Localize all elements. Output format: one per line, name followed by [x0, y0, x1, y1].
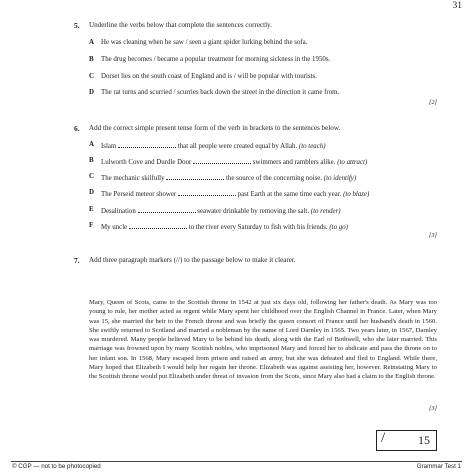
question-7-instruction: Add three paragraph markers (//) to the passage below to make it clearer.	[89, 256, 296, 264]
q6-item-b-before: Lulworth Cove and Durdle Door	[101, 159, 192, 166]
q6-item-d-after: past Earth at the same time each year.	[237, 191, 342, 198]
q6-item-a-answer-blank[interactable]	[118, 141, 176, 148]
q5-item-a-label: A	[89, 39, 94, 46]
q6-item-d-sentence	[101, 189, 369, 198]
q6-item-e-hint: (to render)	[310, 208, 341, 215]
question-5-marks: [2]	[428, 99, 437, 106]
q6-item-a-sentence	[101, 141, 326, 150]
score-box	[376, 430, 437, 451]
score-slash: /	[381, 430, 386, 446]
q6-item-c-sentence	[101, 173, 356, 182]
page-number: 31	[452, 1, 462, 11]
question-6-marks: [3]	[428, 232, 437, 239]
q6-item-c-before: The mechanic skilfully	[101, 175, 165, 182]
q6-item-d-before: The Perseid meteor shower	[101, 191, 177, 198]
q6-item-e-label: E	[89, 206, 94, 213]
question-5-number: 5.	[74, 21, 80, 30]
question-7-marks: [3]	[428, 405, 437, 412]
q5-item-b-text: The drug becomes / became a popular treatment for morning sickness in the 1950s.	[101, 56, 331, 63]
score-total: 15	[418, 433, 430, 447]
q6-item-b-answer-blank[interactable]	[193, 157, 251, 164]
q6-item-f-sentence	[101, 222, 348, 231]
question-6-instruction: Add the correct simple present tense form of the verb in brackets to the sentences below.	[89, 124, 341, 132]
q6-item-d-label: D	[89, 189, 94, 196]
q5-item-b-label: B	[89, 56, 94, 63]
q6-item-e-after: seawater drinkable by removing the salt.	[197, 208, 310, 215]
q5-item-d-label: D	[89, 89, 94, 96]
q6-item-b-after: swimmers and ramblers alike.	[252, 159, 336, 166]
q6-item-e-sentence	[101, 206, 341, 215]
q6-item-c-answer-blank[interactable]	[166, 173, 224, 180]
q6-item-a-hint: (to teach)	[298, 143, 326, 150]
q6-item-c-after: the source of the concerning noise.	[226, 175, 323, 182]
q6-item-d-answer-blank[interactable]	[178, 189, 236, 196]
q6-item-c-hint: (to identify)	[323, 175, 357, 182]
q5-item-d-text: The rat turns and scurried / scurries back down the street in the direction it came from.	[101, 89, 340, 96]
q6-item-a-label: A	[89, 141, 94, 148]
footer-copyright: © CGP — not to be photocopied	[12, 463, 101, 470]
q6-item-b-label: B	[89, 157, 94, 164]
q6-item-f-hint: (to go)	[329, 224, 348, 231]
q6-item-e-before: Desalination	[101, 208, 136, 215]
q6-item-f-before: My uncle	[101, 224, 128, 231]
q6-item-f-label: F	[89, 222, 94, 229]
q5-item-a-text: He was cleaning when he saw / seen a giant spider lurking behind the sofa.	[101, 39, 308, 46]
q6-item-a-after: that all people were created equal by Allah.	[177, 143, 298, 150]
q6-item-c-label: C	[89, 173, 94, 180]
q6-item-f-answer-blank[interactable]	[129, 222, 187, 229]
q6-item-a-before: Islam	[101, 143, 117, 150]
footer-test-title: Grammar Test 1	[416, 463, 461, 470]
question-6-number: 6.	[74, 124, 80, 133]
question-5-instruction: Underline the verbs below that complete the sentences correctly.	[89, 21, 272, 29]
q6-item-d-hint: (to blaze)	[343, 191, 370, 198]
q7-passage[interactable]: Mary, Queen of Scots, came to the Scottish throne in 1542 at just six days old, following her father's death. As Mary was too young to rule, her mother acted as regent while Mary spent her childhood over the English Channel in France. Later, when Mary was 15, she married the heir to the French throne and was briefly the queen consort of France until her husband's death in 1560. She swiftly returned to Scotland and married a nobleman by the name of Lord Darnley in 1565. Two years later, in 1567, Darnley was murdered. Many people believed Mary to be behind his death, along with the Earl of Bothwell, who she later married. This marriage was frowned upon by many Scottish nobles, who imprisoned Mary and forced her to abdicate and pass the throne on to her infant son. In 1568, Mary escaped from prison and raised an army, but she was defeated and fled to England. While there, Mary hoped that Elizabeth I would help her regain her throne. Elizabeth was against assisting her, however. Reinstating Mary to the Scottish throne would put Elizabeth under threat of invasion from the Scots, since Mary also had a claim to the English throne.	[89, 299, 437, 381]
q6-item-b-hint: (to attract)	[337, 159, 368, 166]
question-7-number: 7.	[74, 256, 80, 265]
q6-item-e-answer-blank[interactable]	[138, 206, 196, 213]
q6-item-f-after: to the river every Saturday to fish with his friends.	[188, 224, 328, 231]
footer-divider	[11, 461, 462, 462]
q6-item-b-sentence	[101, 157, 367, 166]
q5-item-c-text: Dorset lies on the south coast of England and is / will be popular with tourists.	[101, 73, 317, 80]
q5-item-c-label: C	[89, 73, 94, 80]
